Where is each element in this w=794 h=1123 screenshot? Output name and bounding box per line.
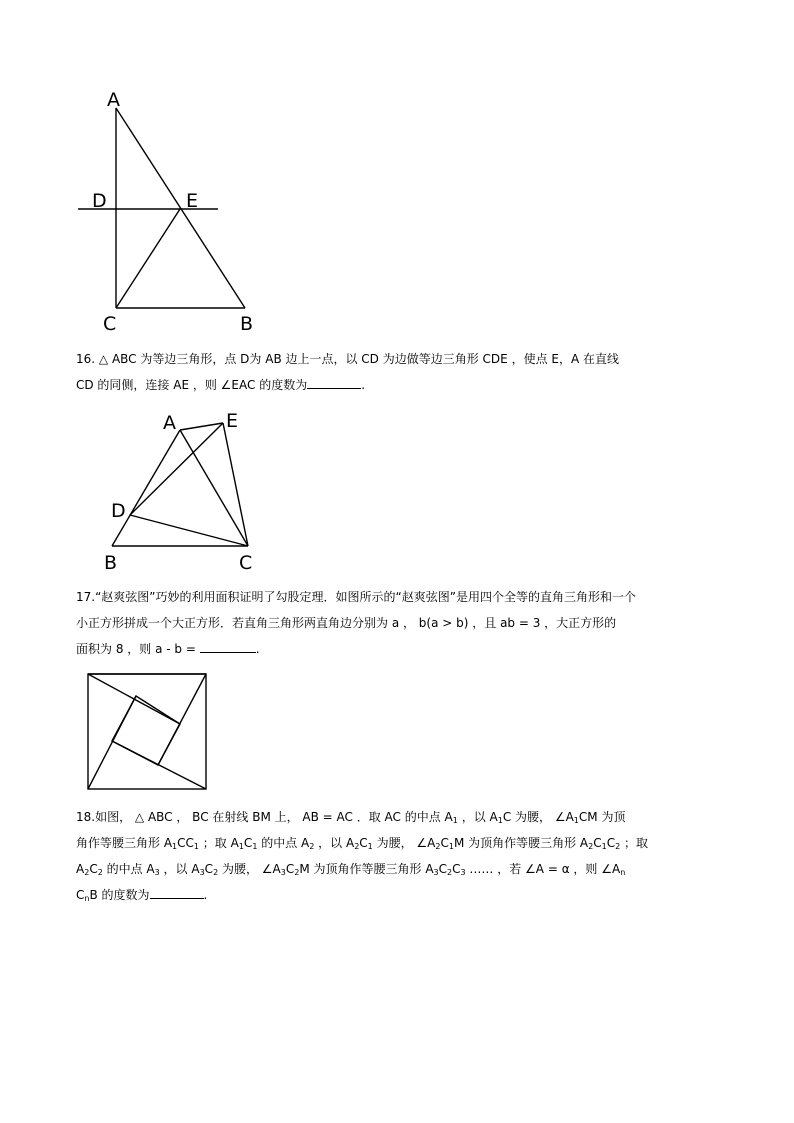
label-d: D — [92, 190, 107, 212]
problem-17-line-2: 小正方形拼成一个大正方形．若直角三角形两直角边分别为 a ， b(a > b) ，且 ab = 3 ，大正方形的 — [76, 616, 617, 630]
label-b: B — [104, 552, 118, 574]
big-square — [88, 674, 206, 789]
problem-18-line-3: $A_2C_2$ 的中点 $A_3$ ，以 $A_3C_2$ 为腰， $\angle A_3C_2M$ 为顶角作等腰三角形 $A_3C_2C_3$ …… ，若 ∠A = α ，则 $\angle A_n$ — [76, 862, 626, 877]
label-e: E — [186, 190, 199, 212]
problem-16-line-1: 16. △ ABC 为等边三角形，点 D为 AB 边上一点，以 CD 为边做等边三角形 CDE ，使点 E，A 在直线 — [76, 352, 619, 366]
label-c: C — [103, 313, 117, 335]
label-c: C — [239, 552, 253, 574]
small-square — [112, 696, 180, 765]
segment-dc — [130, 515, 248, 546]
figure-equilateral-cde — [100, 405, 270, 575]
problem-17-line-1: 17.“赵爽弦图”巧妙的利用面积证明了勾股定理．如图所示的“赵爽弦图”是用四个全等的直角三角形和一个 — [76, 590, 636, 604]
answer-blank[interactable] — [150, 884, 204, 899]
label-d: D — [111, 500, 126, 522]
problem-16-line-2: CD 的同侧，连接 AE ，则 ∠EAC 的度数为 . — [76, 372, 726, 398]
figure-zhao-shuang-diagram — [80, 668, 220, 798]
label-a: A — [163, 412, 176, 434]
segment-ab — [112, 430, 180, 546]
segment-ec — [223, 423, 248, 546]
label-a: A — [107, 89, 120, 111]
answer-blank[interactable] — [200, 638, 256, 653]
segment-ac — [180, 430, 248, 546]
label-e: E — [226, 410, 239, 432]
problem-18-line-2: 角作等腰三角形 $A_1CC_1$ ；取 $A_1C_1$ 的中点 $A_2$ ，以 $A_2C_1$ 为腰， $\angle A_2C_1M$ 为顶角作等腰三角形 $A_2C_1C_2$ ；取 — [76, 836, 649, 851]
segment-ce — [116, 209, 180, 308]
problem-18-line-1: 18.如图， △ ABC ， BC 在射线 BM 上， AB = AC ．取 AC 的中点 $A_1$ ，以 $A_1C$ 为腰， $\angle A_1CM$ 为顶 — [76, 810, 626, 825]
problem-17-line-3: 面积为 8 ，则 a - b = . — [76, 636, 726, 662]
figure-triangle-abc-de — [70, 80, 270, 340]
answer-blank[interactable] — [307, 374, 361, 389]
label-b: B — [240, 313, 254, 335]
problem-18-line-4: $C_nB$ 的度数为 . — [76, 882, 726, 908]
